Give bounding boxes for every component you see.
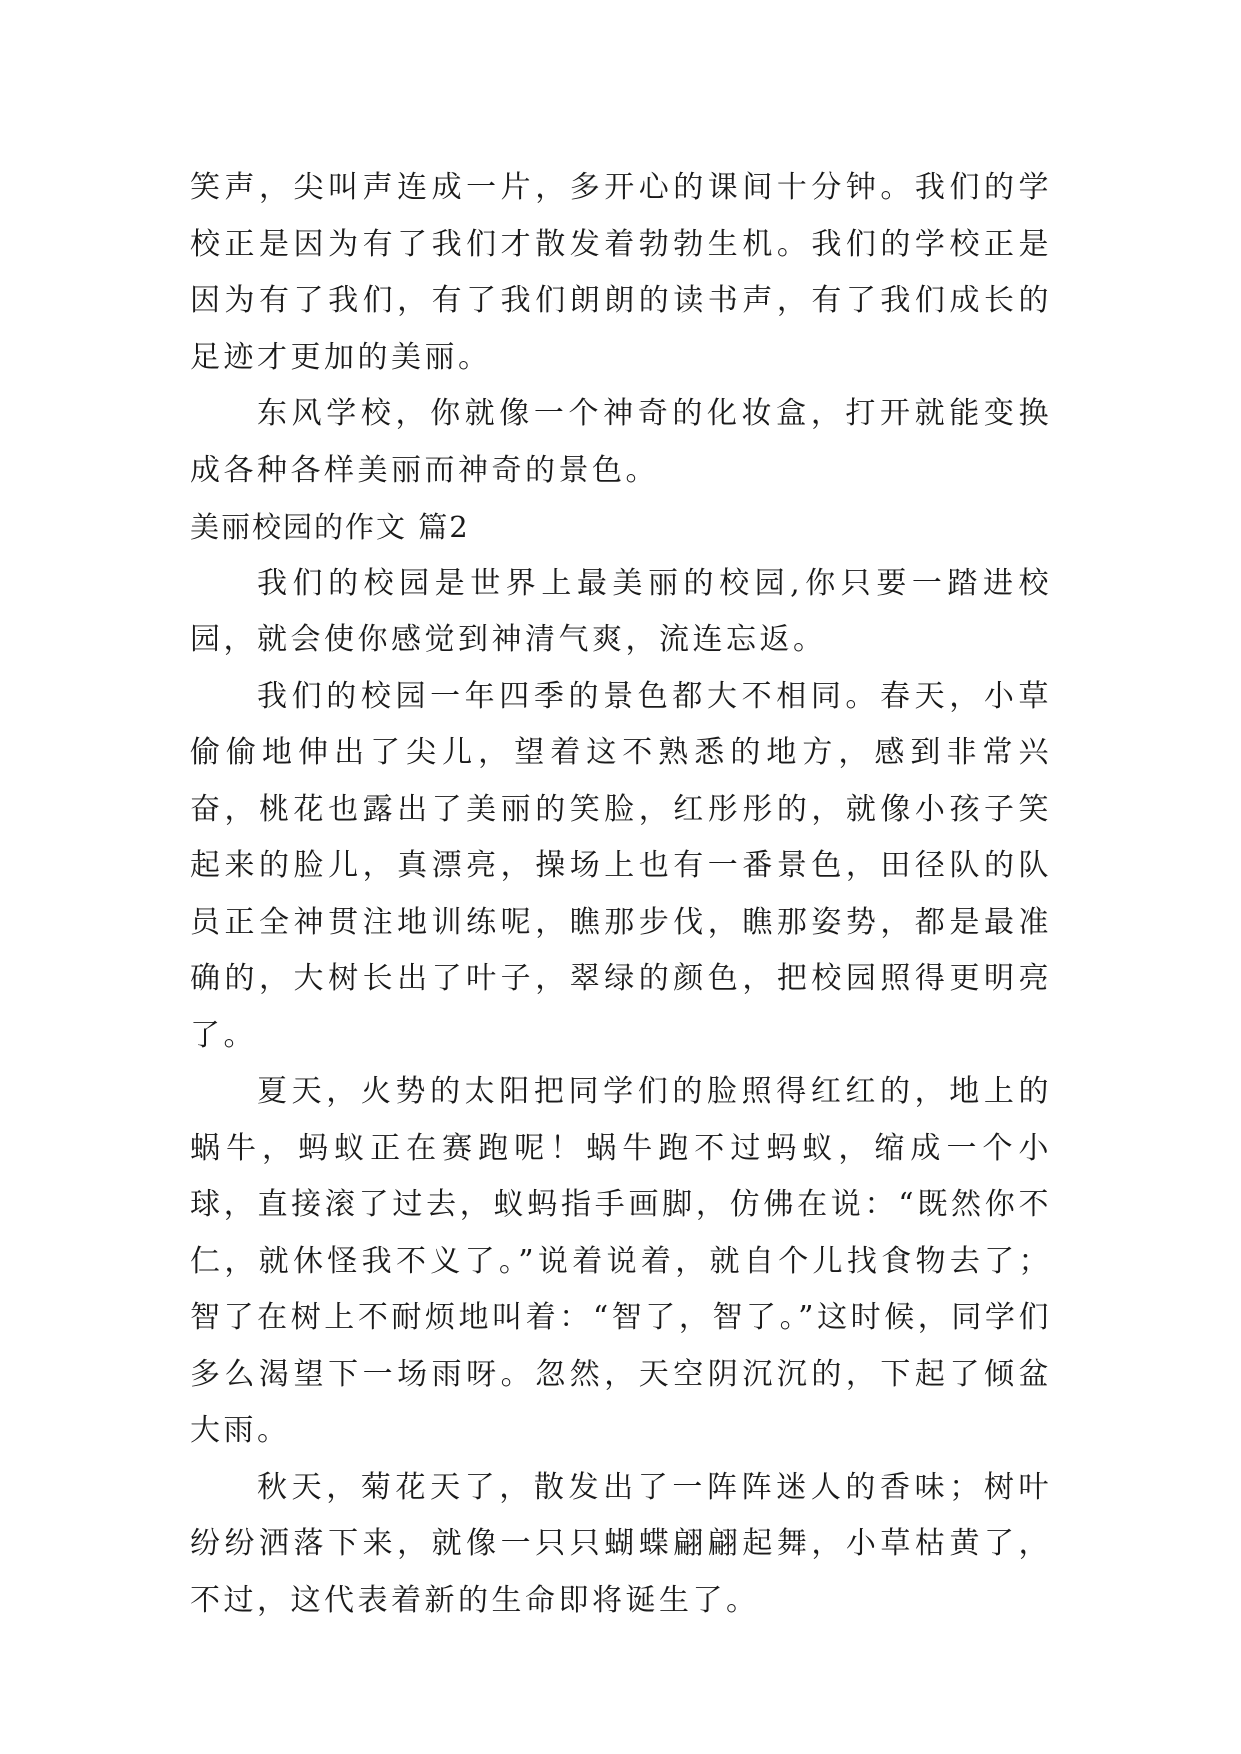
paragraph-4: 我们的校园一年四季的景色都大不相同。春天，小草偷偷地伸出了尖儿，望着这不熟悉的地方，感到非常兴奋，桃花也露出了美丽的笑脸，红彤彤的，就像小孩子笑起来的脸儿，真漂亮，操场上也有一番景色，田径队的队员正全神贯注地训练呢，瞧那步伐，瞧那姿势，都是最准确的，大树长出了叶子，翠绿的颜色，把校园照得更明亮了。	[190, 678, 1052, 1053]
paragraph-3: 我们的校园是世界上最美丽的校园,你只要一踏进校园，就会使你感觉到神清气爽，流连忘返。	[190, 565, 1052, 657]
paragraph-6: 秋天，菊花天了，散发出了一阵阵迷人的香味；树叶纷纷洒落下来，就像一只只蝴蝶翩翩起舞，小草枯黄了，不过，这代表着新的生命即将诞生了。	[190, 1469, 1052, 1618]
document-body	[190, 160, 1052, 1629]
paragraph-1: 笑声，尖叫声连成一片，多开心的课间十分钟。我们的学校正是因为有了我们才散发着勃勃生机。我们的学校正是因为有了我们，有了我们朗朗的读书声，有了我们成长的足迹才更加的美丽。	[190, 170, 1052, 375]
paragraph-5: 夏天，火势的太阳把同学们的脸照得红红的，地上的蜗牛，蚂蚁正在赛跑呢！蜗牛跑不过蚂蚁，缩成一个小球，直接滚了过去，蚁蚂指手画脚，仿佛在说：“既然你不仁，就休怪我不义了。”说着说着，就自个儿找食物去了；智了在树上不耐烦地叫着：“智了，智了。”这时候，同学们多么渴望下一场雨呀。忽然，天空阴沉沉的，下起了倾盆大雨。	[190, 1074, 1052, 1448]
paragraph-2: 东风学校，你就像一个神奇的化妆盒，打开就能变换成各种各样美丽而神奇的景色。	[190, 396, 1052, 488]
section-heading: 美丽校园的作文 篇2	[190, 510, 470, 544]
